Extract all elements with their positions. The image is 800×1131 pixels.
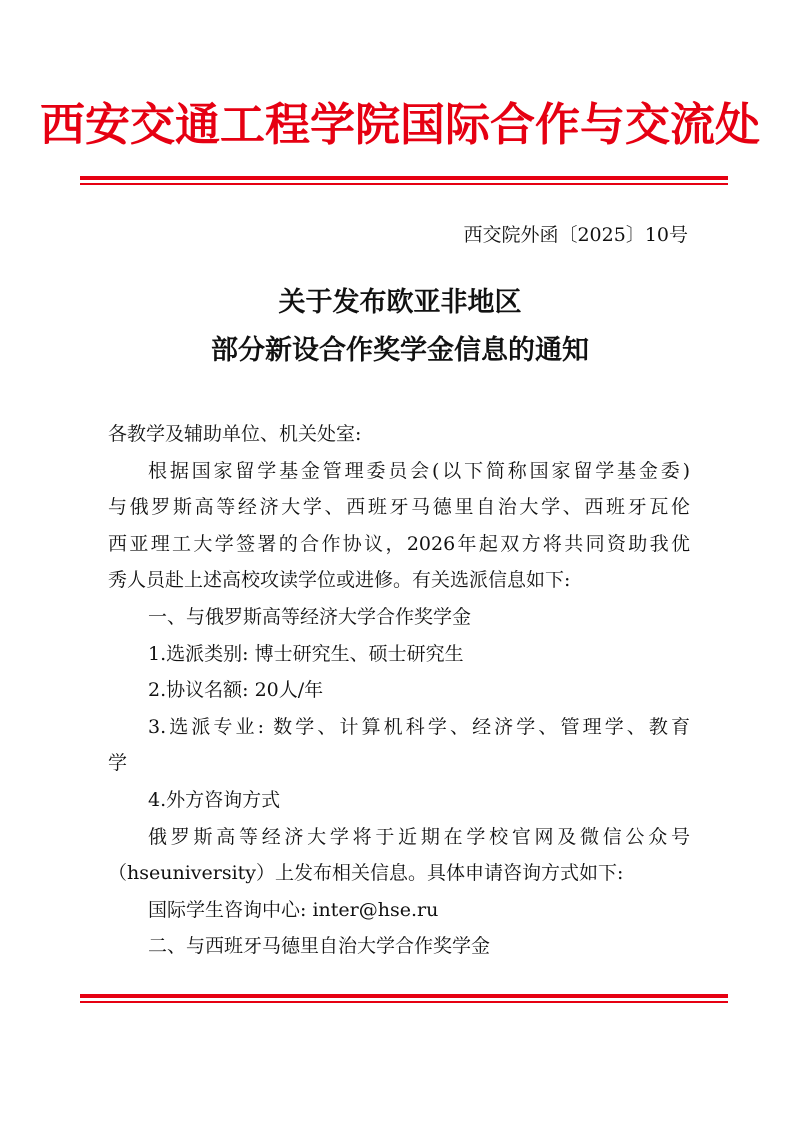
intro-line-2: 与俄罗斯高等经济大学、西班牙马德里自治大学、西班牙瓦伦 (108, 496, 690, 519)
item-majors-line1: 3.选派专业: 数学、计算机科学、经济学、管理学、教育 (148, 715, 690, 738)
item-selection-category: 1.选派类别: 博士研究生、硕士研究生 (148, 642, 464, 665)
section2-heading: 二、与西班牙马德里自治大学合作奖学金 (148, 935, 491, 958)
document-body (108, 416, 690, 965)
document-number: 西交院外函〔2025〕10号 (463, 224, 688, 246)
organization-header: 西安交通工程学院国际合作与交流处 (39, 98, 760, 151)
footer-divider (80, 994, 728, 1003)
item-consultation: 4.外方咨询方式 (148, 788, 281, 811)
footer-divider-thick (80, 994, 728, 998)
header-divider-thin (80, 183, 728, 185)
intro-line-3: 西亚理工大学签署的合作协议，2026年起双方将共同资助我优 (108, 532, 690, 555)
consult-line-1: 俄罗斯高等经济大学将于近期在学校官网及微信公众号 (148, 825, 690, 848)
section1-heading: 一、与俄罗斯高等经济大学合作奖学金 (148, 605, 472, 628)
salutation: 各教学及辅助单位、机关处室: (108, 423, 362, 445)
document-title-line1: 关于发布欧亚非地区 (278, 287, 522, 318)
document-title-line2: 部分新设合作奖学金信息的通知 (211, 335, 589, 366)
item-quota: 2.协议名额: 20人/年 (148, 679, 324, 702)
header-divider-thick (80, 176, 728, 180)
intro-line-4: 秀人员赴上述高校攻读学位或进修。有关选派信息如下: (108, 569, 571, 592)
item-majors-line2: 学 (108, 752, 128, 775)
intro-line-1: 根据国家留学基金管理委员会(以下简称国家留学基金委) (148, 459, 690, 482)
contact-email: 国际学生咨询中心: inter@hse.ru (148, 898, 439, 921)
consult-line-2: （hseuniversity）上发布相关信息。具体申请咨询方式如下: (108, 862, 624, 885)
header-divider (80, 176, 728, 185)
footer-divider-thin (80, 1001, 728, 1003)
